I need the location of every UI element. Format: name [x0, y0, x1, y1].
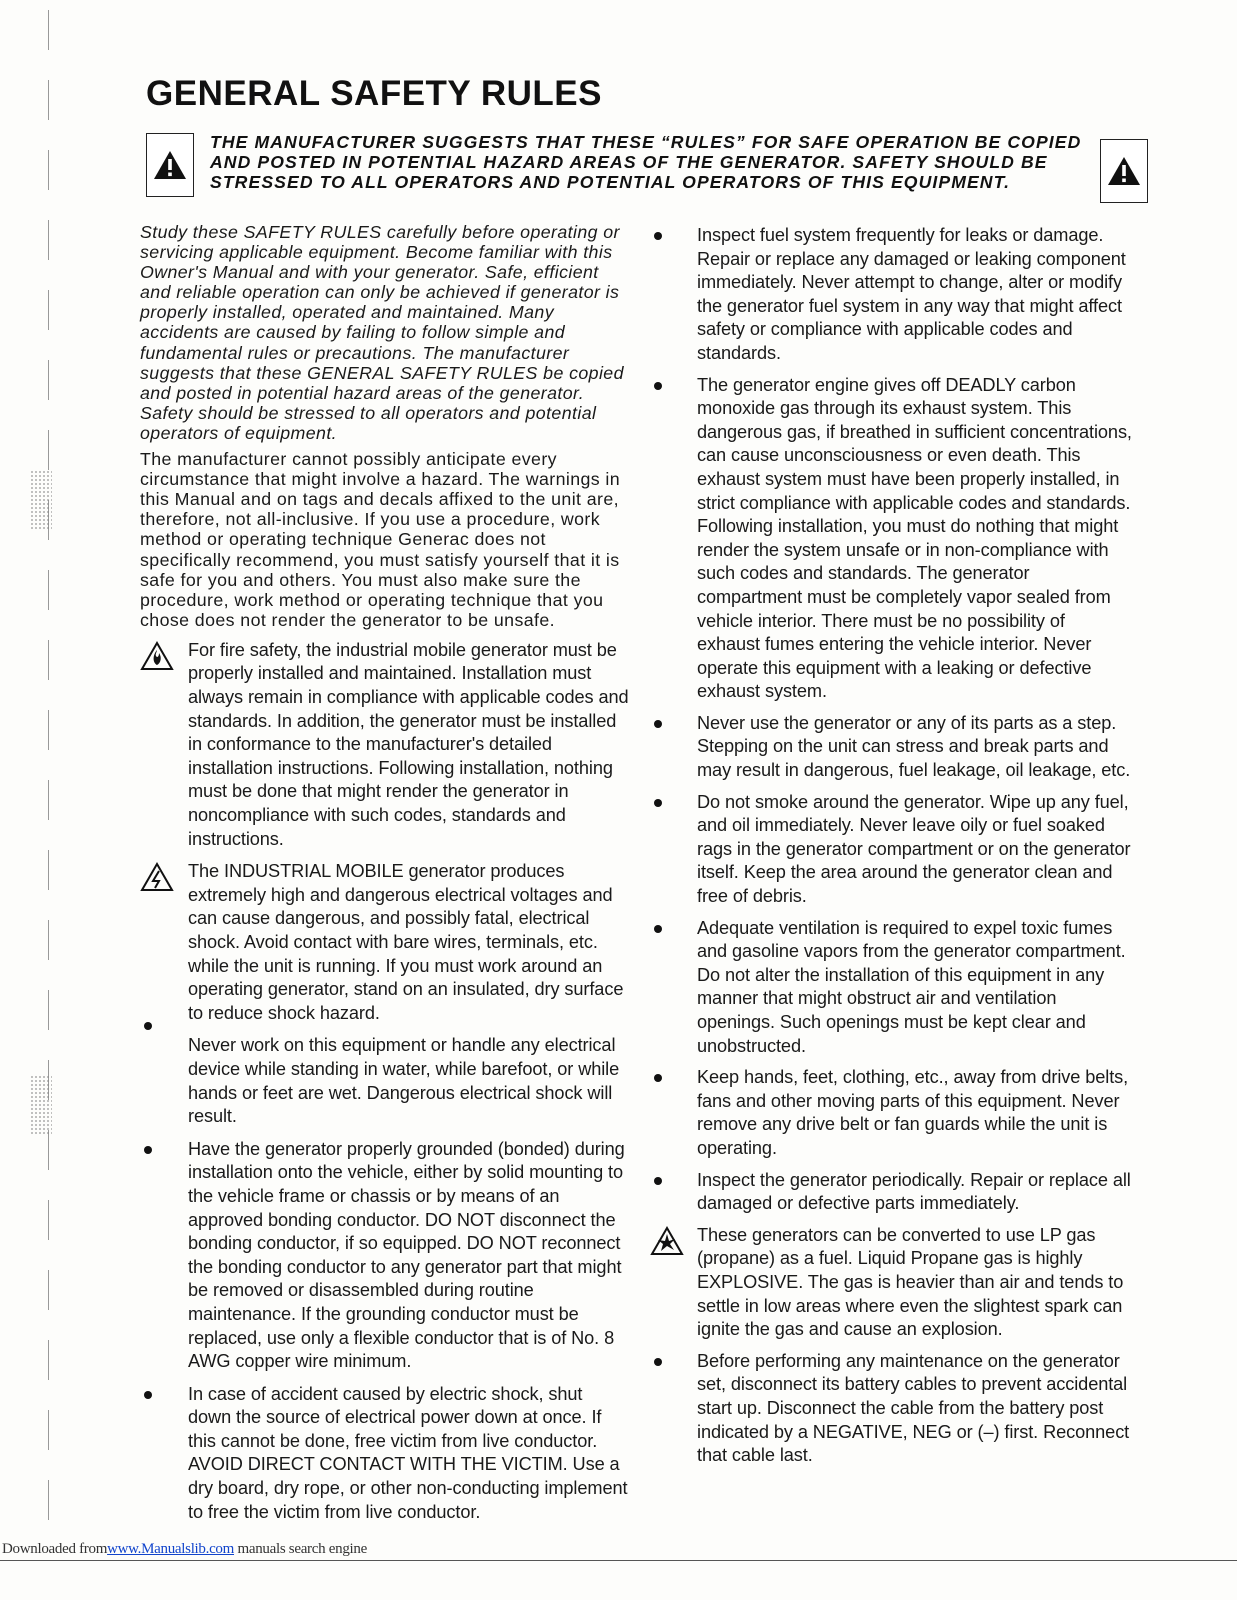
bullet-icon	[144, 1146, 152, 1154]
list-item-text: Adequate ventilation is required to expel toxic fumes and gasoline vapors from the generator compartment. Do not alter the installation of this equipment in any manner that might obstruct air and ventilation openings. Such openings must be kept clear and unobstructed.	[697, 917, 1126, 1056]
bullet-icon	[654, 720, 662, 728]
list-item	[650, 374, 1132, 704]
list-item	[650, 1066, 1132, 1160]
list-item	[650, 1350, 1132, 1468]
list-item	[650, 1169, 1132, 1216]
bullet-icon	[654, 232, 662, 240]
warning-triangle-icon	[152, 149, 188, 181]
electrical-hazard-icon	[140, 862, 174, 892]
list-item-text: For fire safety, the industrial mobile generator must be properly installed and maintained. Installation must always remain in compliance with applicable codes and standards. In addition, the generator must be installed in conformance to the manufacturer's detailed installation instructions. Following installation, nothing must be done that might render the generator in noncompliance with such codes, standards and instructions.	[188, 639, 629, 849]
list-item	[650, 791, 1132, 909]
footer-divider	[0, 1560, 1237, 1561]
footer-link[interactable]: www.Manualslib.com	[107, 1541, 235, 1557]
explosion-hazard-icon	[650, 1226, 684, 1256]
fire-hazard-icon	[140, 641, 174, 671]
bullet-icon	[654, 925, 662, 933]
header-notice: THE MANUFACTURER SUGGESTS THAT THESE “RULES” FOR SAFE OPERATION BE COPIED AND POSTED IN POTENTIAL HAZARD AREAS OF THE GENERATOR. SAFETY SHOULD BE STRESSED TO ALL OPERATORS AND POTENTIAL OPERATORS OF THIS EQUIPMENT.	[210, 132, 1082, 192]
bullet-icon	[654, 1177, 662, 1185]
list-item	[140, 1034, 630, 1128]
list-item-text: These generators can be converted to use LP gas (propane) as a fuel. Liquid Propane gas is highly EXPLOSIVE. The gas is heavier than air and tends to settle in low areas where even the slightest spark can ignite the gas and cause an explosion.	[697, 1224, 1124, 1340]
list-item	[650, 1224, 1132, 1342]
list-item-text: Have the generator properly grounded (bonded) during installation onto the vehicle, either by solid mounting to the vehicle frame or chassis or by means of an approved bonding conductor. DO NOT disconnect the bonding conductor, if so equipped. DO NOT reconnect the bonding conductor to any generator part that might be removed or disassembled during routine maintenance. If the grounding conductor must be replaced, use only a flexible conductor that is of No. 8 AWG copper wire minimum.	[188, 1138, 625, 1372]
footer	[2, 1541, 367, 1558]
bullet-icon	[654, 1074, 662, 1082]
list-item-text: Never use the generator or any of its parts as a step. Stepping on the unit can stress and break parts and may result in dangerous, fuel leakage, oil leakage, etc.	[697, 712, 1131, 781]
right-column	[650, 224, 1132, 1468]
page-title: GENERAL SAFETY RULES	[146, 74, 602, 113]
list-item-text: Inspect the generator periodically. Repair or replace all damaged or defective parts immediately.	[697, 1169, 1131, 1214]
warning-box-left	[146, 133, 194, 197]
list-item-text: Before performing any maintenance on the generator set, disconnect its battery cables to prevent accidental start up. Disconnect the cable from the battery post indicated by a NEGATIVE, NEG or (–) first. Reconnect that cable last.	[697, 1350, 1130, 1466]
intro-italic-paragraph: Study these SAFETY RULES carefully before operating or servicing applicable equipment. Become familiar with this Owner's Manual and with your generator. Safe, efficient and reliable operation can only be achieved if generator is properly installed, operated and maintained. Many accidents are caused by failing to follow simple and fundamental rules or precautions. The manufacturer suggests that these GENERAL SAFETY RULES be copied and posted in potential hazard areas of the generator. Safety should be stressed to all operators and potential operators of equipment.	[140, 222, 624, 443]
left-column	[140, 222, 630, 1524]
scan-margin-line	[48, 10, 49, 1530]
list-item	[650, 917, 1132, 1059]
list-item	[140, 1383, 630, 1525]
scan-speckle	[30, 470, 52, 530]
list-item-text: Do not smoke around the generator. Wipe up any fuel, and oil immediately. Never leave oily or fuel soaked rags in the generator compartment or on the generator itself. Keep the area around the generator clean and free of debris.	[697, 791, 1131, 907]
scan-speckle	[30, 1075, 52, 1135]
bullet-icon	[144, 1022, 152, 1030]
list-item-text: The INDUSTRIAL MOBILE generator produces extremely high and dangerous electrical voltages and can cause dangerous, and possibly fatal, electrical shock. Avoid contact with bare wires, terminals, etc. while the unit is running. If you must work around an operating generator, stand on an insulated, dry surface to reduce shock hazard.	[188, 861, 624, 1023]
list-item	[140, 860, 630, 1025]
list-item	[140, 1138, 630, 1374]
list-item	[140, 639, 630, 851]
bullet-icon	[654, 1358, 662, 1366]
list-item-text: The generator engine gives off DEADLY carbon monoxide gas through its exhaust system. This dangerous gas, if breathed in sufficient concentrations, can cause unconsciousness or even death. This exhaust system must have been properly installed, in strict compliance with applicable codes and standards. Following installation, you must do nothing that might render the system unsafe or in non-compliance with such codes and standards. The generator compartment must be completely vapor sealed from vehicle interior. There must be no possibility of exhaust fumes entering the vehicle interior. Never operate this equipment with a leaking or defective exhaust system.	[697, 374, 1132, 702]
list-item-text: In case of accident caused by electric shock, shut down the source of electrical power down at once. If this cannot be done, free victim from live conductor. AVOID DIRECT CONTACT WITH THE VICTIM. Use a dry board, dry rope, or other non-conducting implement to free the victim from live conductor.	[188, 1383, 628, 1522]
list-item	[650, 224, 1132, 366]
bullet-icon	[654, 799, 662, 807]
footer-prefix: Downloaded from	[2, 1541, 108, 1557]
footer-suffix: manuals search engine	[234, 1541, 367, 1557]
list-item-text: Never work on this equipment or handle any electrical device while standing in water, while barefoot, or while hands or feet are wet. Dangerous electrical shock will result.	[188, 1035, 620, 1127]
warning-box-right	[1100, 139, 1148, 203]
bullet-icon	[654, 382, 662, 390]
intro-paragraph: The manufacturer cannot possibly anticipate every circumstance that might involve a hazard. The warnings in this Manual and on tags and decals affixed to the unit are, therefore, not all-inclusive. If you use a procedure, work method or operating technique Generac does not specifically recommend, you must satisfy yourself that it is safe for you and others. You must also make sure the procedure, work method or operating technique that you chose does not render the generator to be unsafe.	[140, 449, 621, 630]
list-item-text: Keep hands, feet, clothing, etc., away from drive belts, fans and other moving parts of this equipment. Never remove any drive belt or fan guards while the unit is operating.	[697, 1067, 1129, 1158]
warning-triangle-icon	[1106, 155, 1142, 187]
list-item-text: Inspect fuel system frequently for leaks or damage. Repair or replace any damaged or leaking component immediately. Never attempt to change, alter or modify the generator fuel system in any way that might affect safety or compliance with applicable codes and standards.	[697, 225, 1126, 363]
list-item	[650, 712, 1132, 783]
bullet-icon	[144, 1391, 152, 1399]
